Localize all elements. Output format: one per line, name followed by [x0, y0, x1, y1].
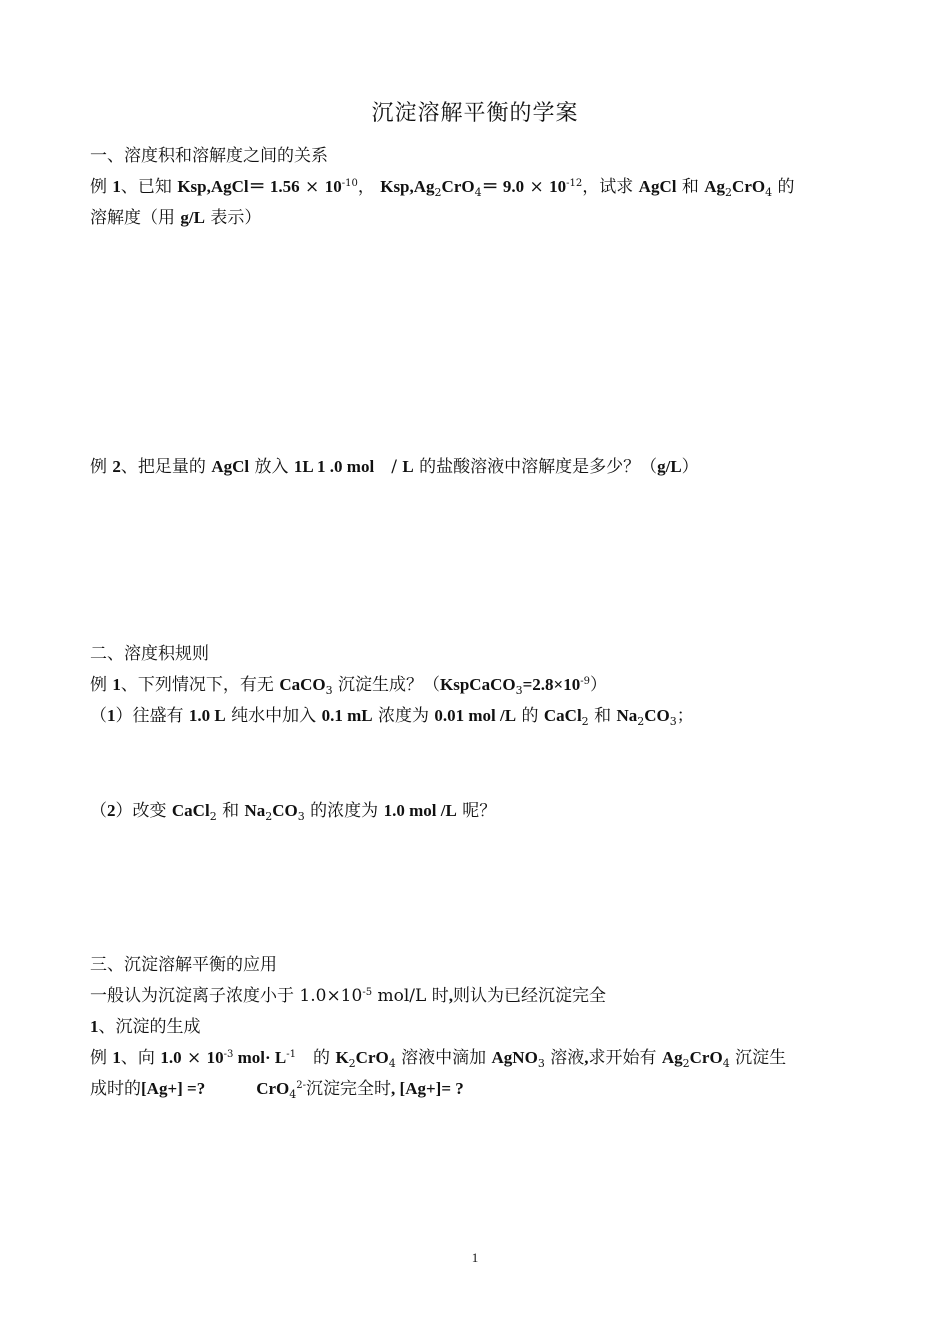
quantity: 0.1 mL — [321, 706, 373, 725]
text: 溶液 — [544, 1048, 585, 1068]
text: ） — [681, 457, 699, 477]
text: 的 — [296, 1048, 336, 1068]
exponent: -9 — [580, 676, 590, 687]
formula-part: CaCl — [171, 801, 210, 820]
section-2-example-1 — [90, 674, 607, 696]
quantity: 0.01 mol /L — [434, 706, 517, 725]
example-number: 2 — [112, 457, 121, 476]
formula-part: CaCl — [543, 706, 582, 725]
unit: L — [402, 457, 414, 476]
text: 、沉淀的生成 — [98, 1017, 201, 1037]
subscript: 3 — [515, 684, 523, 697]
completion-note — [90, 985, 606, 1007]
text — [205, 1079, 256, 1099]
text: （ — [90, 801, 107, 821]
example-1-line-1 — [90, 176, 795, 198]
subscript: 3 — [297, 810, 305, 823]
formula: AgCl — [211, 457, 250, 476]
section-heading-3: 三、沉淀溶解平衡的应用 — [90, 955, 277, 975]
text: 溶液中滴加 — [395, 1048, 492, 1068]
text: ， — [357, 177, 381, 197]
subscript: 4 — [722, 1057, 730, 1070]
section-heading-1: 一、溶度积和溶解度之间的关系 — [90, 146, 328, 166]
text: 表示） — [204, 208, 262, 228]
text: / — [374, 457, 403, 477]
text: ，试求 — [582, 177, 639, 197]
text: 的 — [772, 177, 795, 197]
subscript: 2 — [682, 1057, 690, 1070]
example-2 — [90, 456, 699, 478]
formula-part: KspCaCO — [440, 675, 516, 694]
subscript: 4 — [765, 186, 773, 199]
formula-part: CrO — [732, 177, 766, 196]
times-sign: × — [299, 177, 325, 197]
section-3-example-1-line-1 — [90, 1047, 786, 1069]
text: 、向 — [120, 1048, 161, 1068]
text: 放入 — [249, 457, 294, 477]
formula-part: Na — [244, 801, 266, 820]
text: mol/L 时 — [372, 986, 449, 1006]
formula: AgCl — [638, 177, 677, 196]
ksp-ag2cro4: Ksp,Ag — [380, 177, 435, 196]
text: 求开始有 — [588, 1048, 662, 1068]
text: 和 — [216, 801, 245, 821]
subscript: 4 — [289, 1088, 297, 1101]
text: 成时的 — [90, 1079, 141, 1099]
ksp-value: =2.8×10 — [522, 675, 581, 694]
formula-part: AgNO — [491, 1048, 538, 1067]
question-number: 1 — [107, 706, 116, 725]
subsection-heading — [90, 1016, 201, 1038]
formula-part: CrO — [355, 1048, 389, 1067]
power-base: 10 — [324, 177, 342, 196]
example-number: 1 — [112, 1048, 121, 1067]
formula-part: Ag — [661, 1048, 683, 1067]
exponent: -12 — [566, 178, 583, 189]
formula-part: K — [335, 1048, 349, 1067]
text: 沉淀生成？（ — [332, 675, 440, 695]
subscript: 2 — [348, 1057, 356, 1070]
text: ； — [676, 706, 694, 726]
unit: g/L — [180, 208, 205, 227]
ksp-value: ＝ 9.0 — [481, 177, 525, 196]
subscript: 4 — [388, 1057, 396, 1070]
text: 沉淀生 — [729, 1048, 787, 1068]
text: ） — [589, 675, 607, 695]
exponent: -5 — [362, 987, 373, 998]
text: 例 — [90, 177, 113, 197]
text: 溶解度（用 — [90, 208, 181, 228]
power-base: 10 — [549, 177, 567, 196]
question-number: 2 — [107, 801, 116, 820]
unit: g/L — [657, 457, 682, 476]
exponent: -3 — [223, 1049, 234, 1060]
text: ）改变 — [115, 801, 172, 821]
times-sign: × — [181, 1048, 207, 1068]
exponent: -10 — [341, 178, 358, 189]
text: 例 — [90, 457, 113, 477]
page-title: 沉淀溶解平衡的学案 — [371, 101, 579, 126]
subscript: 3 — [537, 1057, 545, 1070]
quantity: 1.0 L — [188, 706, 226, 725]
text: 的 — [516, 706, 544, 726]
quantity: 1L 1 .0 mol — [293, 457, 375, 476]
superscript: 2- — [296, 1080, 307, 1091]
page-number: 1 — [471, 1250, 479, 1265]
quantity: 1.0 — [160, 1048, 182, 1067]
subscript: 2 — [434, 186, 442, 199]
comma: , — [448, 986, 453, 1005]
formula-part: CrO — [689, 1048, 723, 1067]
example-number: 1 — [112, 177, 121, 196]
subscript: 2 — [581, 715, 589, 728]
text: 、下列情况下，有无 — [120, 675, 280, 695]
formula-part: CrO — [256, 1079, 290, 1098]
question-1 — [90, 705, 694, 727]
text: 呢？ — [456, 801, 497, 821]
subscript: 4 — [474, 186, 482, 199]
text: 、已知 — [120, 177, 178, 197]
text: 一般认为沉淀离子浓度小于 1.0×10 — [90, 986, 363, 1006]
question-2 — [90, 800, 496, 822]
text: 例 — [90, 675, 113, 695]
ag-concentration-question: [Ag+]= ? — [399, 1079, 464, 1098]
text: （ — [90, 706, 107, 726]
subscript: 2 — [637, 715, 645, 728]
formula-part: CaCO — [279, 675, 326, 694]
exponent: -1 — [286, 1049, 297, 1060]
text: 沉淀完全时 — [306, 1079, 392, 1099]
section-3-example-1-line-2 — [90, 1078, 464, 1100]
unit: mol· L — [233, 1048, 287, 1067]
comma: , — [584, 1048, 589, 1067]
formula-part: CO — [644, 706, 670, 725]
text: 浓度为 — [372, 706, 435, 726]
subsection-number: 1 — [90, 1017, 99, 1036]
ksp-agcl: Ksp,AgCl＝ 1.56 — [177, 177, 300, 196]
text: 的浓度为 — [304, 801, 384, 821]
section-heading-2: 二、溶度积规则 — [90, 644, 209, 664]
formula-part: CrO — [441, 177, 475, 196]
quantity: 1.0 mol /L — [383, 801, 457, 820]
text: ）往盛有 — [115, 706, 189, 726]
subscript: 2 — [725, 186, 733, 199]
text: 例 — [90, 1048, 113, 1068]
subscript: 3 — [325, 684, 333, 697]
example-number: 1 — [112, 675, 121, 694]
comma: , — [391, 1079, 400, 1098]
times-sign: × — [524, 177, 550, 197]
example-1-line-2 — [90, 207, 261, 229]
subscript: 2 — [209, 810, 217, 823]
formula-part: Na — [616, 706, 638, 725]
power-base: 10 — [206, 1048, 224, 1067]
text: 纯水中加入 — [225, 706, 322, 726]
text: 则认为已经沉淀完全 — [452, 986, 606, 1006]
text: 和 — [676, 177, 705, 197]
subscript: 3 — [669, 715, 677, 728]
formula-part: CO — [272, 801, 298, 820]
subscript: 2 — [265, 810, 273, 823]
text: 、把足量的 — [120, 457, 212, 477]
text: 和 — [588, 706, 617, 726]
text: 的盐酸溶液中溶解度是多少？（ — [413, 457, 658, 477]
formula-part: Ag — [704, 177, 726, 196]
ag-concentration-question: [Ag+] =? — [141, 1079, 206, 1098]
